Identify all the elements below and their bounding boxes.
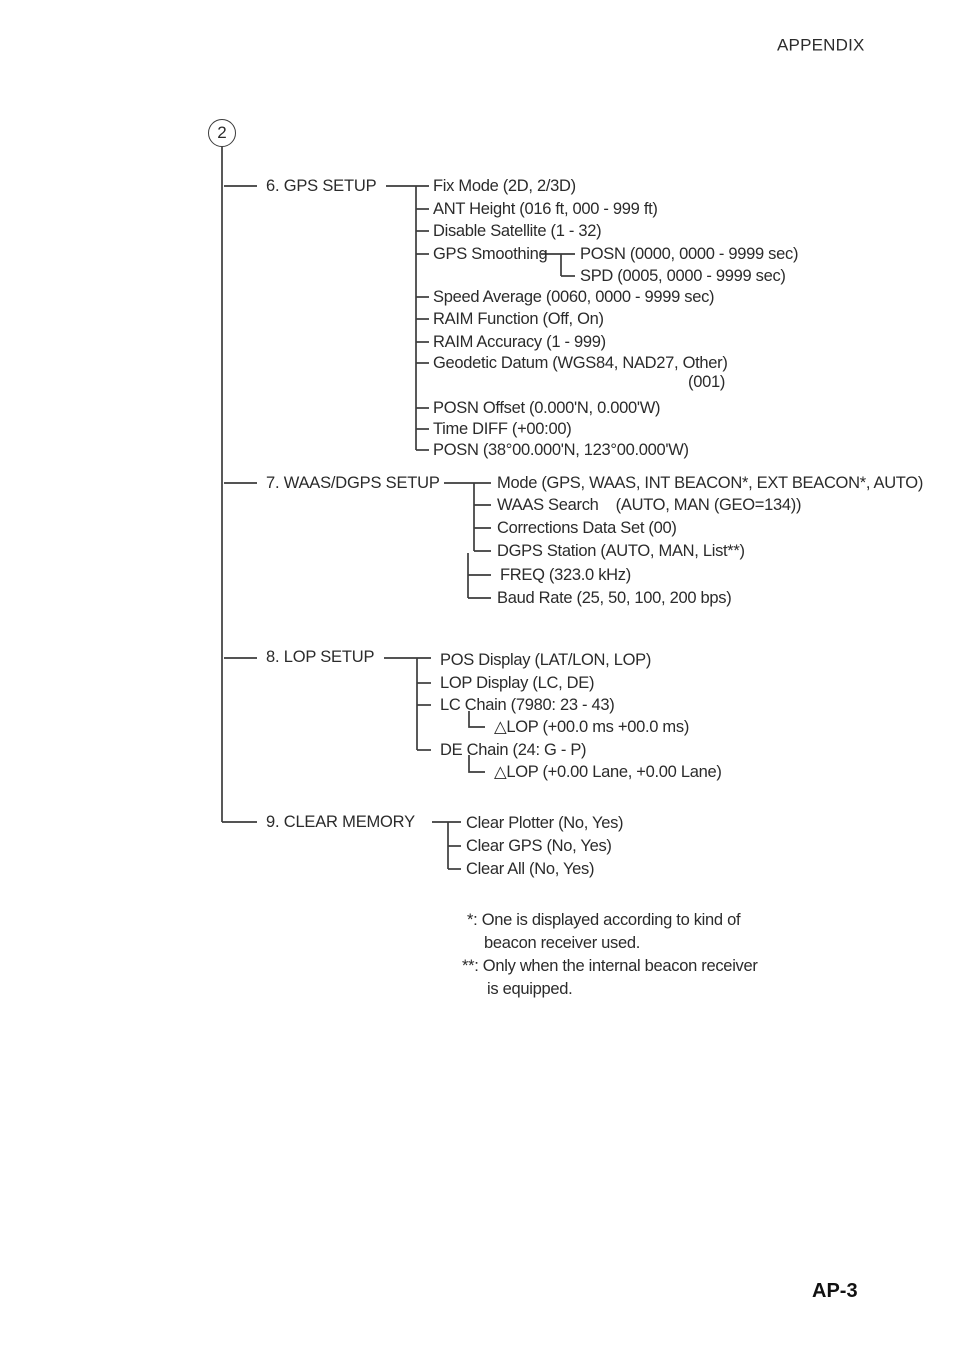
flow-connector-number: 2 bbox=[217, 123, 227, 142]
section-label-waas-dgps-setup: 7. WAAS/DGPS SETUP bbox=[266, 473, 440, 492]
tree-item-clear-plotter: Clear Plotter (No, Yes) bbox=[466, 813, 624, 832]
tree-item-de-chain: DE Chain (24: G - P) bbox=[440, 740, 587, 759]
tree-item-posn: POSN (38°00.000'N, 123°00.000'W) bbox=[433, 440, 689, 459]
tree-item-mode: Mode (GPS, WAAS, INT BEACON*, EXT BEACON*, AUTO) bbox=[497, 473, 924, 492]
tree-item-lc-chain: LC Chain (7980: 23 - 43) bbox=[440, 695, 615, 714]
tree-item-raim-accuracy: RAIM Accuracy (1 - 999) bbox=[433, 332, 606, 351]
tree-item-baud-rate: Baud Rate (25, 50, 100, 200 bps) bbox=[497, 588, 732, 607]
footnote-double-asterisk-line1: **: Only when the internal beacon receiver bbox=[462, 956, 758, 975]
page-number: AP-3 bbox=[812, 1280, 858, 1302]
tree-item-time-diff: Time DIFF (+00:00) bbox=[433, 419, 572, 438]
tree-item-raim-function: RAIM Function (Off, On) bbox=[433, 309, 604, 328]
tree-item-lop-display: LOP Display (LC, DE) bbox=[440, 673, 595, 692]
tree-item-dgps-station: DGPS Station (AUTO, MAN, List**) bbox=[497, 541, 745, 560]
tree-item-smoothing-posn: POSN (0000, 0000 - 9999 sec) bbox=[580, 244, 799, 263]
flow-connector-badge bbox=[208, 119, 236, 147]
tree-item-pos-display: POS Display (LAT/LON, LOP) bbox=[440, 650, 652, 669]
tree-item-ant-height: ANT Height (016 ft, 000 - 999 ft) bbox=[433, 199, 658, 218]
tree-item-waas-search: WAAS Search (AUTO, MAN (GEO=134)) bbox=[497, 495, 802, 514]
tree-item-freq: FREQ (323.0 kHz) bbox=[500, 565, 631, 584]
section-label-lop-setup: 8. LOP SETUP bbox=[266, 647, 375, 666]
tree-item-corrections-data-set: Corrections Data Set (00) bbox=[497, 518, 677, 537]
tree-item-posn-offset: POSN Offset (0.000'N, 0.000'W) bbox=[433, 398, 661, 417]
tree-item-lc-chain-delta-lop: △LOP (+00.0 ms +00.0 ms) bbox=[494, 717, 690, 736]
tree-item-clear-gps: Clear GPS (No, Yes) bbox=[466, 836, 612, 855]
footnote-single-asterisk-line1: *: One is displayed according to kind of bbox=[467, 910, 741, 929]
tree-item-de-chain-delta-lop: △LOP (+0.00 Lane, +0.00 Lane) bbox=[494, 762, 722, 781]
tree-item-disable-satellite: Disable Satellite (1 - 32) bbox=[433, 221, 602, 240]
tree-item-smoothing-spd: SPD (0005, 0000 - 9999 sec) bbox=[580, 266, 786, 285]
tree-item-speed-average: Speed Average (0060, 0000 - 9999 sec) bbox=[433, 287, 715, 306]
appendix-heading: APPENDIX bbox=[777, 35, 865, 55]
footnote-single-asterisk-line2: beacon receiver used. bbox=[484, 933, 641, 952]
tree-item-clear-all: Clear All (No, Yes) bbox=[466, 859, 595, 878]
footnote-double-asterisk-line2: is equipped. bbox=[487, 979, 573, 998]
tree-item-geodetic-datum: Geodetic Datum (WGS84, NAD27, Other) bbox=[433, 353, 728, 372]
section-label-clear-memory: 9. CLEAR MEMORY bbox=[266, 812, 415, 831]
section-label-gps-setup: 6. GPS SETUP bbox=[266, 176, 377, 195]
tree-item-fix-mode: Fix Mode (2D, 2/3D) bbox=[433, 176, 576, 195]
tree-item-gps-smoothing: GPS Smoothing bbox=[433, 244, 548, 263]
tree-item-geodetic-datum-code: (001) bbox=[688, 372, 726, 391]
